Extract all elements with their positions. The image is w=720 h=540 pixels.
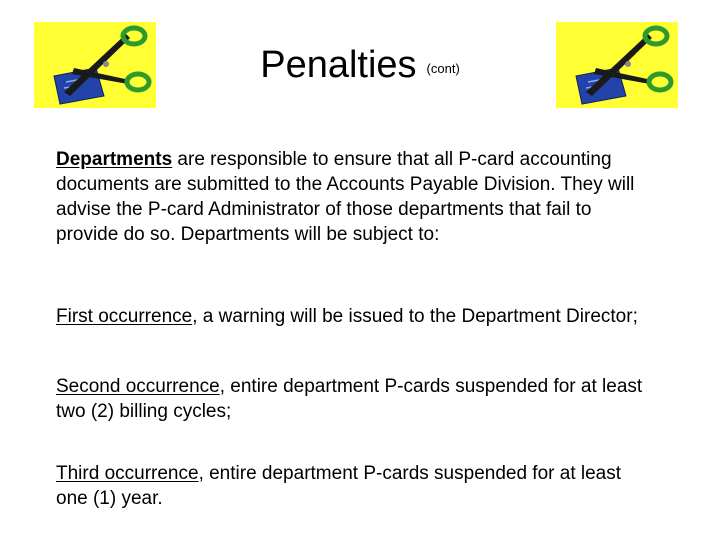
- intro-lead: Departments: [56, 149, 173, 170]
- intro-paragraph: [56, 147, 656, 247]
- intro-rest: are responsible to ensure that all P-card accounting documents are submitted to the Accounts Payable Division. They will advise the P-card Administrator of those departments that fail to provide do so. Departments will be subject to:: [56, 149, 635, 245]
- title-main: Penalties: [260, 44, 417, 86]
- item-rest: , a warning will be issued to the Department Director;: [192, 306, 638, 327]
- slide-title: [0, 44, 720, 87]
- penalty-item-third: [56, 461, 656, 511]
- item-lead: First occurrence: [56, 306, 193, 327]
- penalty-item-second: [56, 374, 656, 424]
- title-suffix: (cont): [426, 61, 460, 76]
- item-lead: Second occurrence: [56, 376, 220, 397]
- item-rest: , entire department P-cards suspended for at least two (2) billing cycles;: [56, 376, 643, 422]
- penalty-item-first: [56, 304, 656, 329]
- item-rest: , entire department P-cards suspended for at least one (1) year.: [56, 463, 622, 509]
- item-lead: Third occurrence: [56, 463, 199, 484]
